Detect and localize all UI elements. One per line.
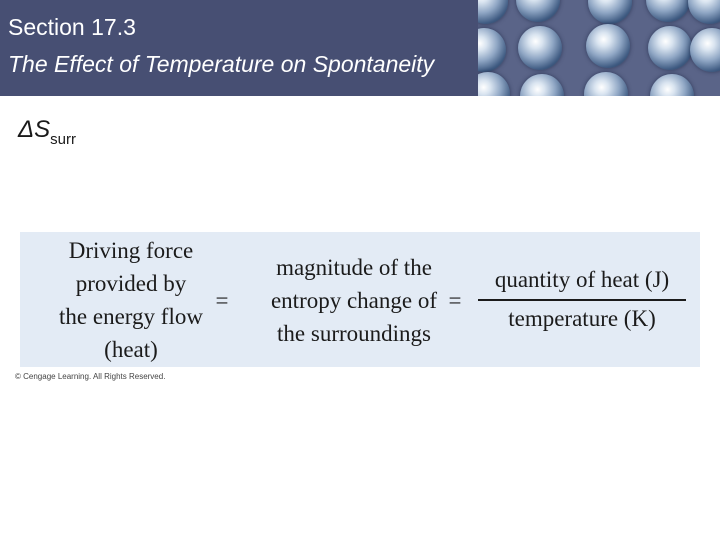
equals-sign: = [448,288,462,313]
delta-s-surr-label [18,116,76,148]
sphere-decoration [690,28,720,72]
equation-left-term [26,234,236,366]
entropy-equation-figure [20,232,700,367]
sphere-decoration [688,0,720,24]
left-term-line: the energy flow [59,304,203,329]
left-term-line: (heat) [104,337,158,362]
sphere-decoration [586,24,630,68]
middle-term-line: entropy change of [270,288,438,313]
fraction-numerator: quantity of heat (J) [494,267,670,292]
middle-term-line: magnitude of the [276,255,432,280]
equals-sign: = [215,288,229,313]
sphere-decoration [516,0,560,22]
left-term-line: Driving force [68,238,194,263]
sphere-decoration [584,72,628,96]
sphere-decoration [520,74,564,96]
section-title: The Effect of Temperature on Spontaneity [8,51,435,77]
equation-middle-term [242,251,466,350]
sphere-decoration [518,26,562,70]
sphere-decoration [478,28,506,72]
delta-s-symbol: ΔS [18,116,51,143]
sphere-decoration [646,0,690,22]
section-number: Section 17.3 [8,14,136,40]
sphere-decoration [478,0,508,24]
sphere-decoration [648,26,692,70]
sphere-grid-art [478,0,720,96]
fraction-bar [478,299,686,301]
surr-subscript: surr [50,131,76,148]
left-term-line: provided by [75,271,187,296]
sphere-decoration [650,74,694,96]
fraction-denominator: temperature (K) [508,306,656,331]
sphere-decoration [478,72,510,96]
copyright-notice: © Cengage Learning. All Rights Reserved. [15,372,166,381]
middle-term-line: the surroundings [277,321,431,346]
sphere-decoration [588,0,632,24]
slide-header [0,0,720,96]
header-title-block [0,0,478,96]
